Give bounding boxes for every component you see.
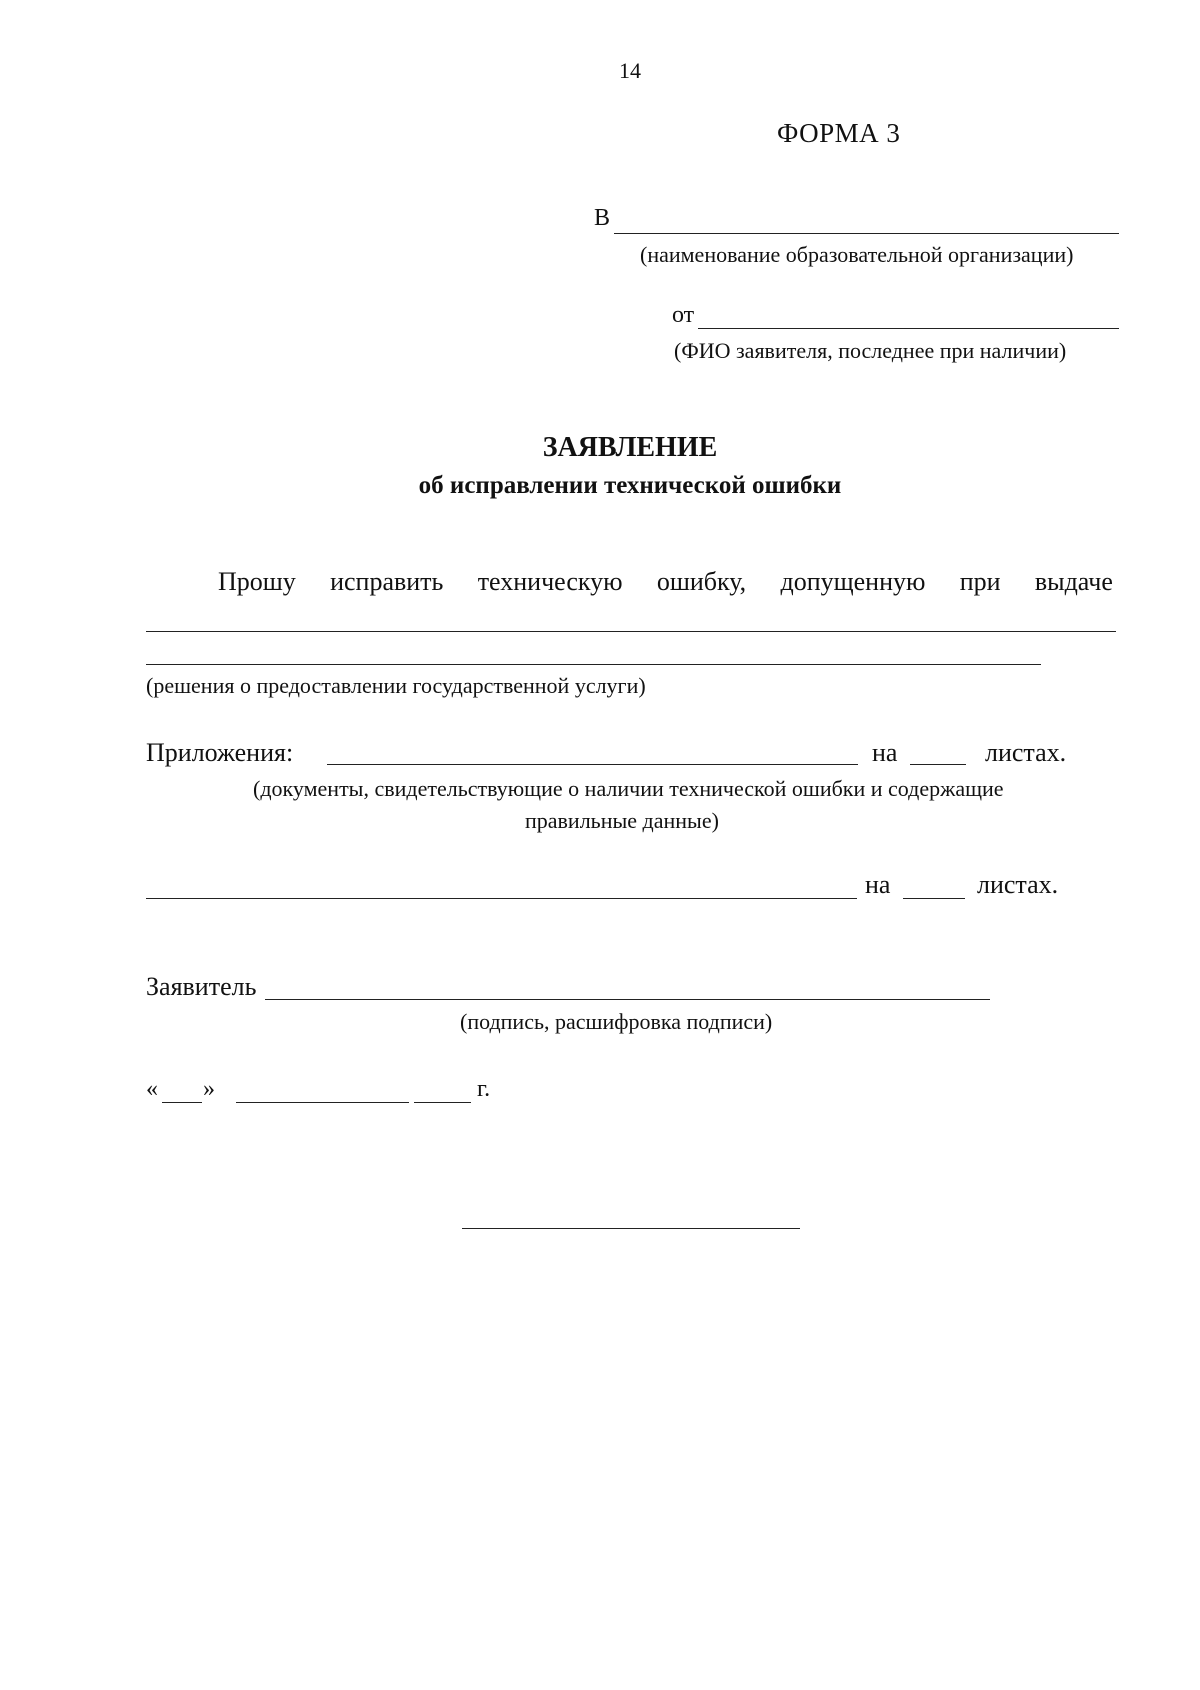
- attachments-sheets-count-field[interactable]: [910, 764, 966, 765]
- footer-separator: [462, 1228, 800, 1229]
- decision-field-line-1[interactable]: [146, 631, 1116, 632]
- organization-name-field[interactable]: [614, 233, 1119, 234]
- additional-on-label: на: [865, 870, 891, 899]
- additional-sheets-count-field[interactable]: [903, 898, 965, 899]
- request-word: выдаче: [1034, 567, 1113, 596]
- request-word: ошибку,: [656, 567, 747, 596]
- to-prefix: В: [594, 205, 611, 231]
- decision-caption: (решения о предоставлении государственной услуги): [146, 673, 646, 698]
- form-label: ФОРМА 3: [777, 118, 901, 148]
- attachments-caption-line-1: (документы, свидетельствующие о наличии технической ошибки и содержащие: [253, 776, 1004, 801]
- page-number: 14: [619, 58, 641, 83]
- attachments-sheets-label: листах.: [985, 738, 1067, 767]
- request-text: [218, 567, 1113, 597]
- additional-attachment-field[interactable]: [146, 898, 857, 899]
- document-subtitle: об исправлении технической ошибки: [418, 472, 842, 499]
- request-word: исправить: [330, 567, 444, 596]
- request-word: допущенную: [780, 567, 926, 596]
- date-year-field[interactable]: [414, 1102, 471, 1103]
- attachments-on-label: на: [872, 738, 898, 767]
- date-month-field[interactable]: [236, 1102, 409, 1103]
- from-prefix: от: [672, 302, 695, 328]
- date-year-suffix: г.: [477, 1076, 491, 1102]
- request-word: при: [959, 567, 1001, 596]
- additional-sheets-label: листах.: [977, 870, 1059, 899]
- request-word: Прошу: [218, 567, 296, 596]
- applicant-name-caption: (ФИО заявителя, последнее при наличии): [674, 338, 1067, 363]
- request-word: техническую: [477, 567, 623, 596]
- attachments-field[interactable]: [327, 764, 858, 765]
- document-title: ЗАЯВЛЕНИЕ: [542, 432, 718, 463]
- attachments-caption-line-2: правильные данные): [525, 808, 719, 833]
- signature-caption: (подпись, расшифровка подписи): [460, 1009, 773, 1034]
- date-close-quote: »: [203, 1076, 215, 1102]
- applicant-label: Заявитель: [146, 972, 257, 1001]
- date-open-quote: «: [146, 1076, 158, 1102]
- applicant-signature-field[interactable]: [265, 999, 990, 1000]
- applicant-name-field[interactable]: [698, 328, 1119, 329]
- decision-field-line-2[interactable]: [146, 664, 1041, 665]
- attachments-label: Приложения:: [146, 738, 294, 767]
- date-day-field[interactable]: [162, 1102, 202, 1103]
- organization-name-caption: (наименование образовательной организации): [640, 242, 1074, 267]
